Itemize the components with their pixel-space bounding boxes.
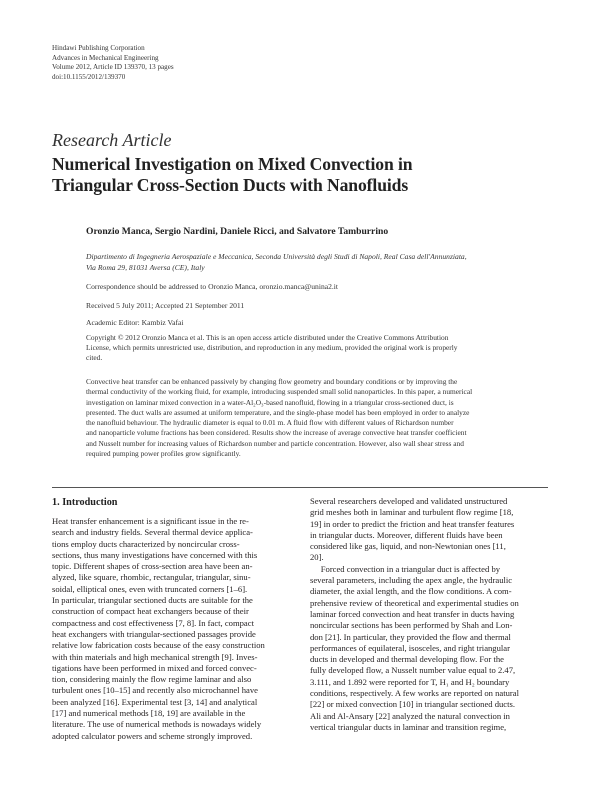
body-line: construction of compact heat exchangers because of their [52,606,249,617]
body-line: [22] or mixed convection [10] in triangular sectioned ducts. [310,699,515,710]
body-line: performances of equilateral, isosceles, and right triangular [310,642,510,653]
body-line: prehensive review of theoretical and experimental studies on [310,597,519,608]
abstract-line: thermal conductivity of the working fluid, for example, introducing suspended small solid nanoparticles. In this paper, a numerical [86,387,473,397]
body-line: compactness and cost effectiveness [7, 8]. In fact, compact [52,617,254,628]
body-line: [17] and numerical methods [18, 19] are available in the [52,708,246,719]
body-line: tion, considering mainly the flow regime laminar and also [52,674,252,685]
copyright-line: cited. [86,353,103,363]
volume-line: Volume 2012, Article ID 139370, 13 pages [52,63,174,72]
body-line: diameter, the axial length, and the flow conditions. A com- [310,586,512,597]
journal-name: Advances in Mechanical Engineering [52,53,159,62]
body-line: conditions, respectively. A few works are reported on natural [310,688,519,699]
body-line: ducts in developed and thermal developing flow. For the [310,654,504,665]
received-dates: Received 5 July 2011; Accepted 21 September 2011 [86,301,245,310]
body-line: don [21]. In particular, they provided the flow and thermal [310,631,511,642]
journal-header [52,44,174,82]
affiliation-line: Via Roma 29, 81031 Aversa (CE), Italy [86,262,205,272]
left-column [52,516,294,742]
body-line: alyzed, like square, rhombic, rectangular, triangular, sinu- [52,572,251,583]
section-heading: 1. Introduction [52,497,118,508]
body-line: noncircular sections has been performed by Shah and Lon- [310,620,513,631]
body-line: soidal, elliptical ones, even with truncated corners [1–6]. [52,583,248,594]
body-line: tions employ ducts characterized by noncircular cross- [52,538,240,549]
abstract-line: required pumping power profiles grow significantly. [86,449,241,459]
doi: doi:10.1155/2012/139370 [52,72,126,81]
body-line: 20]. [310,552,324,563]
affiliation-line: Dipartimento di Ingegneria Aerospaziale e Meccanica, Seconda Università degli Studi di Napoli, Real Casa dell'Annunziata, [86,252,467,261]
body-line: Heat transfer enhancement is a significant issue in the re- [52,516,249,526]
author-list: Oronzio Manca, Sergio Nardini, Daniele Ricci, and Salvatore Tamburrino [86,226,389,237]
copyright-line: Copyright © 2012 Oronzio Manca et al. This is an open access article distributed under the Creative Commons Attribution [86,333,449,342]
body-line: with thin materials and high mechanical strength [9]. Inves- [52,651,258,662]
correspondence: Correspondence should be addressed to Oronzio Manca, oronzio.manca@unina2.it [86,282,339,291]
copyright-notice [86,333,526,364]
abstract-line: investigation on laminar mixed convection in a water-Al₂O₃-based nanofluid, flowing in a triangular cross-sectioned duct, is [86,397,454,407]
body-line: Ali and Al-Ansary [22] analyzed the natural convection in [310,710,510,721]
body-line: Forced convection in a triangular duct is affected by [310,563,501,574]
section-divider [52,487,548,488]
title-line: Triangular Cross-Section Ducts with Nanofluids [52,175,409,195]
body-line: heat exchangers with triangular-sectioned passages provide [52,628,256,639]
body-line: considered like gas, liquid, and non-Newtonian ones [11, [310,541,506,552]
abstract-line: the nanofluid behaviour. The hydraulic diameter is equal to 0.01 m. A fluid flow with different values of Richardson number [86,418,454,428]
body-line: search and industry fields. Several thermal device applica- [52,527,253,538]
body-line: grid meshes both in laminar and turbulent flow regime [18, [310,507,514,518]
body-line: sections, thus many investigations have concerned with this [52,549,258,560]
body-line: several parameters, including the apex angle, the hydraulic [310,575,513,586]
article-type: Research Article [52,130,172,150]
abstract [86,377,526,459]
title-line: Numerical Investigation on Mixed Convection in [52,154,413,174]
copyright-line: License, which permits unrestricted use, distribution, and reproduction in any medium, provided the original work is properly [86,343,458,353]
body-line: fully developed flow, a Nusselt number value equal to 2.47, [310,665,516,676]
body-line: adopted calculator powers and scheme strongly improved. [52,730,253,741]
publisher: Hindawi Publishing Corporation [52,44,145,52]
right-column [310,496,550,733]
body-line: turbulent ones [10–15] and recently also microchannel have [52,685,258,696]
body-line: In particular, triangular sectioned ducts are suitable for the [52,595,253,606]
academic-editor: Academic Editor: Kambiz Vafai [86,318,184,327]
body-line: laminar forced convection and heat transfer in ducts having [310,608,515,619]
body-line: tigations have been performed in mixed and forced convec- [52,662,257,673]
paper-title [52,154,522,196]
abstract-line: and Nusselt number for increasing values of Richardson number and particle concentration. However, also wall shear stress and [86,438,464,448]
body-line: Several researchers developed and validated unstructured [310,496,508,506]
abstract-line: presented. The duct walls are assumed at uniform temperature, and the single-phase model has been employed in order to analyze [86,407,470,417]
body-line: vertical triangular ducts in laminar and transition regime, [310,721,507,732]
body-line: 19] in order to predict the friction and heat transfer features [310,518,515,529]
abstract-line: and nanoparticle volume fractions has been considered. Results show the increase of average convective heat transfer coefficient [86,428,467,438]
body-line: 3.111, and 1.892 were reported for T, H₁ and H₂ boundary [310,676,510,687]
body-line: in triangular ducts. Moreover, different fluids have been [310,529,503,540]
affiliation [86,252,526,273]
body-line: topic. Different shapes of cross-section area have been an- [52,561,253,572]
abstract-line: Convective heat transfer can be enhanced passively by changing flow geometry and boundary conditions or by improving the [86,377,458,386]
body-line: relative low fabrication costs because of the easy construction [52,640,265,651]
body-line: literature. The use of numerical methods is nowadays widely [52,719,262,730]
body-line: been analyzed [16]. Experimental test [3, 14] and analytical [52,696,258,707]
